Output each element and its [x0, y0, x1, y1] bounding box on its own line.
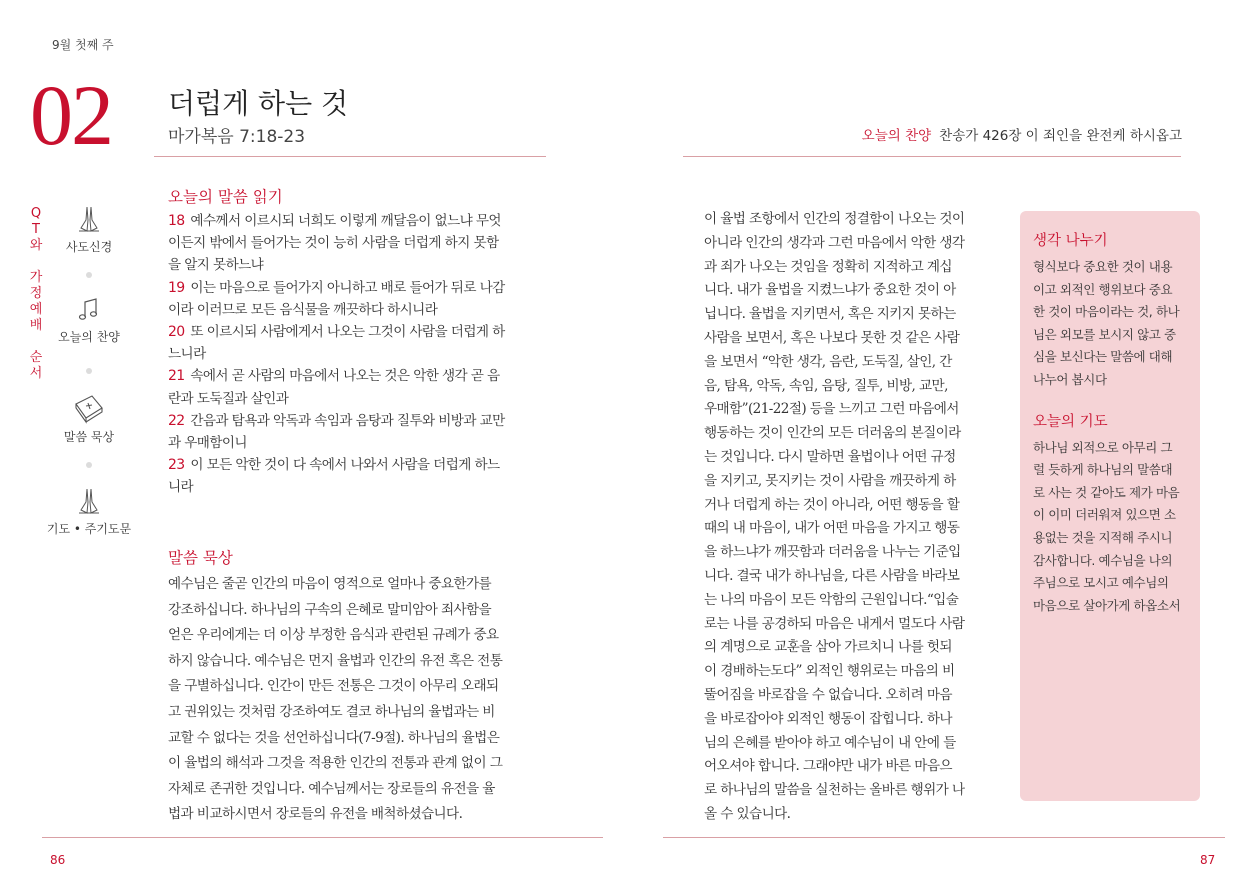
prayer-heading: 오늘의 기도 [1033, 413, 1108, 430]
bible-icon [72, 392, 106, 424]
page-number-right: 87 [1200, 853, 1216, 867]
verse-number: 21 [168, 368, 185, 385]
vertical-char: Q [30, 206, 42, 221]
vertical-char: 서 [29, 366, 43, 381]
verse-number: 23 [168, 457, 185, 474]
praying-hands-icon [74, 204, 104, 234]
sidebar-item-hymn [44, 296, 134, 345]
verse: 20 또 이르시되 사람에게서 나오는 그것이 사람을 더럽게 하 느니라 [168, 324, 505, 363]
verse-number: 22 [168, 412, 185, 429]
verses-block [168, 210, 548, 499]
separator-dot [86, 462, 92, 468]
vertical-char: 와 [29, 238, 43, 253]
hymn-text: 찬송가 426장 이 죄인을 완전케 하시옵고 [939, 128, 1182, 144]
separator-dot [86, 368, 92, 374]
discussion-panel [1020, 211, 1200, 801]
divider [154, 156, 546, 157]
verse-number: 18 [168, 213, 185, 229]
reading-heading: 오늘의 말씀 읽기 [168, 188, 283, 206]
sidebar-item-creed [44, 204, 134, 255]
vertical-char: 정 [29, 286, 43, 301]
verse: 23 이 모든 악한 것이 다 속에서 나와서 사람을 더럽게 하느 니라 [168, 457, 500, 496]
hymn-label: 오늘의 찬양 [861, 128, 932, 144]
verse: 21 속에서 곧 사람의 마음에서 나오는 것은 악한 생각 곧 음 란과 도둑질과 살인과 [168, 368, 500, 407]
sidebar-item-label: 기도 • 주기도문 [46, 522, 132, 536]
verse: 22 간음과 탐욕과 악독과 속임과 음탕과 질투와 비방과 교만 과 우매함이니 [168, 412, 505, 452]
lesson-number: 02 [30, 67, 112, 163]
prayer-text: 하나님 외적으로 아무리 그 럴 듯하게 하나님의 말씀대 로 사는 것 같아도 제가 마음 이 이미 더러워져 있으면 소 용없는 것을 지적해 주시니 감사합니다. 예수님을 나의 주님으로 모시고 예수님의 마음으로 살아가게 하옵소서 [1033, 439, 1181, 613]
vertical-char [28, 334, 44, 350]
verse: 18 예수께서 이르시되 너희도 이렇게 깨달음이 없느냐 무엇 이든지 밖에서 들어가는 것이 능히 사람을 더럽게 하지 못함 을 알지 못하느냐 [168, 213, 501, 274]
vertical-char: 가 [29, 270, 43, 285]
sidebar-item-label: 오늘의 찬양 [58, 330, 120, 344]
vertical-char [28, 254, 44, 270]
verse: 19 이는 마음으로 들어가지 아니하고 배로 들어가 뒤로 나감 이라 이러므로 모든 음식물을 깨끗하다 하시니라 [168, 279, 505, 318]
sidebar-item-prayer [44, 486, 134, 537]
divider [42, 837, 603, 838]
vertical-char: 배 [29, 318, 43, 333]
vertical-char: 예 [29, 302, 43, 317]
week-label: 9월 첫째 주 [52, 38, 114, 52]
verse-number: 19 [168, 279, 185, 296]
divider [663, 837, 1225, 838]
sidebar-item-meditation [44, 392, 134, 445]
vertical-char: T [32, 222, 40, 237]
sidebar-item-label: 사도신경 [65, 240, 113, 254]
hymn-line [862, 124, 1182, 144]
vertical-char: 순 [29, 350, 43, 365]
page-number-left: 86 [50, 853, 66, 867]
vertical-title [28, 206, 44, 382]
sharing-text: 형식보다 중요한 것이 내용 이고 외적인 행위보다 중요 한 것이 마음이라는 것, 하나 님은 외모를 보시지 않고 중 심을 보신다는 말씀에 대해 나누어 봅시다 [1033, 259, 1180, 387]
divider [683, 156, 1181, 157]
praying-hands-icon [74, 486, 104, 516]
sharing-heading: 생각 나누기 [1033, 233, 1108, 249]
meditation-heading: 말씀 묵상 [168, 549, 233, 567]
music-note-icon [74, 296, 104, 324]
scripture-reference: 마가복음 7:18-23 [168, 127, 306, 147]
verse-number: 20 [168, 324, 185, 341]
page-title: 더럽게 하는 것 [168, 87, 349, 120]
meditation-left-text: 예수님은 줄곧 인간의 마음이 영적으로 얼마나 중요한가를 강조하십니다. 하나님의 구속의 은혜로 말미암아 죄사함을 얻은 우리에게는 더 이상 부정한 음식과 관련된 규례가 중요 하지 않습니다. 예수님은 먼지 율법과 인간의 유전 혹은 전통 을 구별하십니다. 인간이 만든 전통은 그것이 아무리 오래되 고 권위있는 것처럼 강조하여도 결코 하나님의 율법과는 비 교할 수 없다는 것을 선언하십니다(7-9절). 하나님의 율법은 이 율법의 해석과 그것을 적용한 인간의 전통과 관계 없이 그 자체로 존귀한 것입니다. 예수님께서는 장로들의 유전을 율 법과 비교하시면서 장로들의 유전을 배척하셨습니다. [168, 576, 503, 823]
sidebar-item-label: 말씀 묵상 [63, 430, 115, 444]
meditation-right-text: 이 율법 조항에서 인간의 정결함이 나오는 것이 아니라 인간의 생각과 그런 마음에서 악한 생각 과 죄가 나오는 것임을 정확히 지적하고 계십 니다. 내가 율법을 지켰느냐가 중요한 것이 아 닙니다. 율법을 지키면서, 혹은 지키지 못하는 사람을 보면서, 혹은 나보다 못한 것 같은 사람 을 보면서 “악한 생각, 음란, 도둑질, 살인, 간 음, 탐욕, 악독, 속임, 음탕, 질투, 비방, 교만, 우매함”(21-22절) 등을 느끼고 그런 마음에서 행동하는 것이 인간의 모든 더러움의 본질이라 는 것입니다. 다시 말하면 율법이나 어떤 규정 을 지키고, 못지키는 것이 사람을 깨끗하게 하 거나 더럽게 하는 것이 아니라, 어떤 행동을 할 때의 내 마음이, 내가 어떤 마음을 가지고 행동 을 하느냐가 깨끗함과 더러움을 나누는 기준입 니다. 결국 내가 하나님을, 다른 사람을 바라보 는 나의 마음이 모든 악함의 근원입니다.“입술 로는 나를 공경하되 마음은 내게서 멀도다 사람 의 계명으로 교훈을 삼아 가르치니 나를 헛되 이 경배하는도다” 외적인 행위로는 마음의 비 뚤어짐을 바로잡을 수 없습니다. 오히려 마음 을 바로잡아야 외적인 행동이 잡힙니다. 하나 님의 은혜를 받아야 하고 예수님이 내 안에 들 어오셔야 합니다. 그래야만 내가 바른 마음으 로 하나님의 말씀을 실천하는 올바른 행위가 나 올 수 있습니다. [704, 211, 965, 822]
separator-dot [86, 272, 92, 278]
